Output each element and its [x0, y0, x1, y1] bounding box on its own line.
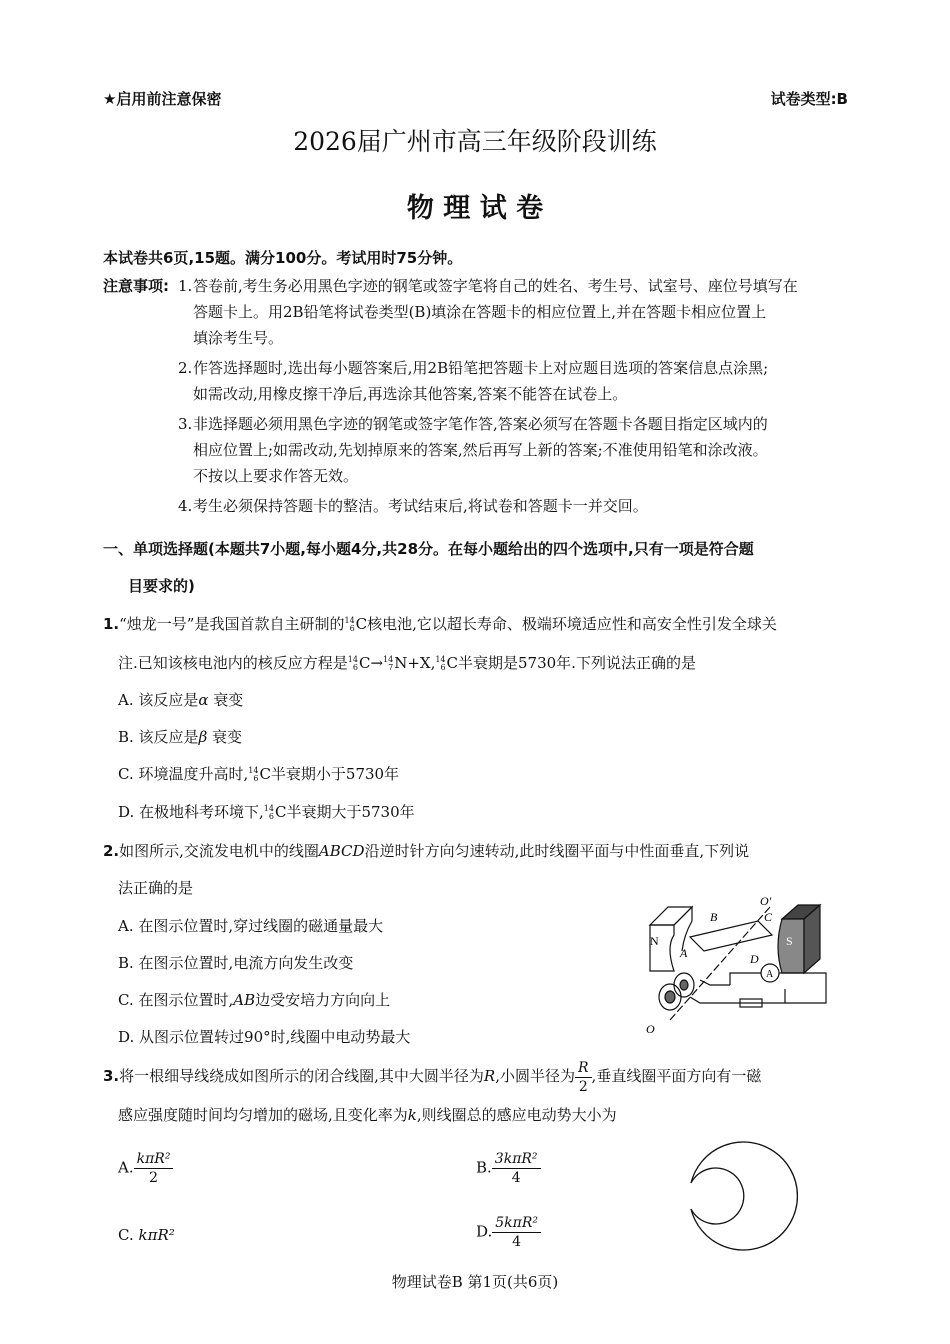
note-2-text-1: 作答选择题时,选出每小题答案后,用2B铅笔把答题卡上对应题目选项的答案信息点涂黑; [193, 359, 769, 377]
notes-list [178, 276, 850, 522]
ab-edge-label: AB [233, 991, 256, 1009]
q3-option-a [118, 1150, 173, 1187]
q3-text: ,小圆半径为 [495, 1067, 575, 1085]
q3-option-d [476, 1214, 541, 1251]
note-3-text-3: 不按以上要求作答无效。 [193, 467, 359, 485]
q3-text: 将一根细导线绕成如图所示的闭合线圈,其中大圆半径为 [119, 1067, 484, 1085]
q3-text: 感应强度随时间均匀增加的磁场,且变化率为 [118, 1106, 408, 1124]
q1-stem-line-1 [103, 614, 777, 634]
note-2-number: 2. [178, 359, 193, 377]
option-c-expression: kπR² [138, 1226, 175, 1244]
note-3-text-1: 非选择题必须用黑色字迹的钢笔或签字笔作答,答案必须写在答题卡各题目指定区域内的 [193, 415, 768, 433]
q1-text: N+X, [394, 654, 436, 672]
exam-title: 2026届广州市高三年级阶段训练 [293, 127, 657, 156]
label-c: C [764, 910, 773, 924]
q2-stem-line-2: 法正确的是 [118, 879, 194, 897]
label-b: B [710, 910, 718, 924]
option-b-fraction: $\frac{\text{3kπR²}}{4}$ [492, 1150, 541, 1187]
q3-text: ,垂直线圈平面方向有一磁 [591, 1067, 762, 1085]
option-text: C. 在图示位置时, [118, 991, 234, 1009]
label-d: D [750, 952, 759, 966]
confidential-mark: ★启用前注意保密 [103, 90, 222, 108]
c14-isotope: 14 6 [263, 804, 274, 821]
q1-option-d [118, 802, 415, 822]
label-s: S [786, 934, 793, 948]
section-1-heading: 一、单项选择题(本题共7小题,每小题4分,共28分。在每小题给出的四个选项中,只有一项是符合题 [103, 540, 754, 558]
option-text: D. 在极地科考环境下, [118, 803, 264, 821]
note-1-line-1 [178, 276, 850, 302]
q2-stem-line-1 [103, 841, 749, 861]
q2-option-b: B. 在图示位置时,电流方向发生改变 [118, 954, 354, 972]
q1-text: 注.已知该核电池内的核反应方程是 [118, 654, 348, 672]
option-label: A. [118, 1158, 134, 1177]
note-1-number: 1. [178, 277, 193, 295]
option-label: C. [118, 1226, 134, 1244]
option-text: C半衰期小于5730年 [259, 765, 400, 783]
q1-text: C→ [358, 654, 384, 672]
q2-text: 沿逆时针方向匀速转动,此时线圈平面与中性面垂直,下列说 [364, 842, 750, 860]
q1-option-b [118, 727, 242, 747]
q3-option-b [476, 1150, 541, 1187]
label-a: A [680, 946, 688, 960]
option-a-fraction: $\frac{\text{kπR²}}{2}$ [134, 1150, 174, 1187]
q3-number: 3. [103, 1067, 120, 1085]
section-1-heading-cont: 目要求的) [128, 577, 195, 595]
rate-symbol: k [407, 1106, 417, 1124]
q3-text: ,则线圈总的感应电动势大小为 [416, 1106, 617, 1124]
alpha-symbol: α [198, 691, 209, 709]
q1-text: “烛龙一号”是我国首款自主研制的 [119, 615, 345, 633]
option-d-fraction: $\frac{\text{5kπR²}}{4}$ [492, 1214, 541, 1251]
q1-number: 1. [103, 615, 120, 633]
note-1-text-3: 填涂考生号。 [193, 329, 284, 347]
q2-text: 如图所示,交流发电机中的线圈 [119, 842, 319, 860]
label-o: O [646, 1022, 655, 1035]
paper-type: 试卷类型:B [770, 90, 848, 108]
coil-loop-figure [684, 1135, 806, 1257]
option-text: A. 该反应是 [118, 691, 199, 709]
n-magnet-face [650, 925, 674, 971]
q2-option-a: A. 在图示位置时,穿过线圈的磁通量最大 [118, 917, 384, 935]
generator-figure [630, 885, 840, 1035]
small-circle [691, 1168, 744, 1224]
q2-number: 2. [103, 842, 120, 860]
note-1-text-1: 答卷前,考生务必用黑色字迹的钢笔或签字笔将自己的姓名、考生号、试室号、座位号填写在 [193, 277, 798, 295]
page-footer: 物理试卷B 第1页(共6页) [391, 1273, 559, 1291]
c14-isotope: 14 6 [248, 766, 259, 783]
n14-isotope: 14 7 [383, 655, 394, 672]
note-3-number: 3. [178, 415, 193, 433]
coil-abcd [690, 921, 772, 951]
beta-symbol: β [198, 728, 208, 746]
c14-isotope: 14 6 [344, 616, 355, 633]
option-text: C. 环境温度升高时, [118, 765, 249, 783]
radius-symbol: R [483, 1067, 496, 1085]
option-text: 边受安培力方向向上 [255, 991, 391, 1009]
note-1-text-2: 答题卡上。用2B铅笔将试卷类型(B)填涂在答题卡的相应位置上,并在答题卡相应位置上 [193, 303, 767, 321]
option-label: D. [476, 1222, 493, 1241]
q1-option-a [118, 690, 243, 710]
ammeter-label: A [766, 969, 774, 980]
option-text: B. 该反应是 [118, 728, 199, 746]
q2-option-d: D. 从图示位置转过90°时,线圈中电动势最大 [118, 1028, 411, 1046]
coil-label: ABCD [318, 842, 365, 860]
q1-text: C半衰期是5730年.下列说法正确的是 [446, 654, 696, 672]
note-4-number: 4. [178, 497, 193, 515]
c14-isotope: 14 6 [435, 655, 446, 672]
q3-stem-line-1 [103, 1056, 761, 1096]
note-3-text-2: 相应位置上;如需改动,先划掉原来的答案,然后再写上新的答案;不准使用铅笔和涂改液。 [193, 441, 768, 459]
q1-option-c [118, 764, 399, 784]
option-label: B. [476, 1158, 492, 1177]
r-over-2-fraction: $\frac{R}{2}$ [575, 1059, 592, 1096]
option-text: 衰变 [208, 691, 244, 709]
label-n: N [650, 934, 659, 948]
notes-label: 注意事项: [103, 277, 169, 295]
exam-summary: 本试卷共6页,15题。满分100分。考试用时75分钟。 [103, 249, 463, 267]
option-text: 衰变 [207, 728, 243, 746]
note-2-text-2: 如需改动,用橡皮擦干净后,再选涂其他答案,答案不能答在试卷上。 [193, 385, 628, 403]
option-text: C半衰期大于5730年 [274, 803, 415, 821]
c14-isotope: 14 6 [347, 655, 358, 672]
note-4-text-1: 考生必须保持答题卡的整洁。考试结束后,将试卷和答题卡一并交回。 [193, 497, 648, 515]
label-o-prime: O′ [760, 894, 772, 908]
q2-option-c [118, 990, 390, 1010]
n-magnet-top [650, 907, 692, 925]
subject-title: 物 理 试 卷 [406, 193, 544, 224]
q3-stem-line-2 [118, 1105, 617, 1125]
q1-stem-line-2 [118, 653, 696, 673]
q1-text: C核电池,它以超长寿命、极端环境适应性和高安全性引发全球关 [355, 615, 777, 633]
q3-option-c [118, 1225, 175, 1245]
